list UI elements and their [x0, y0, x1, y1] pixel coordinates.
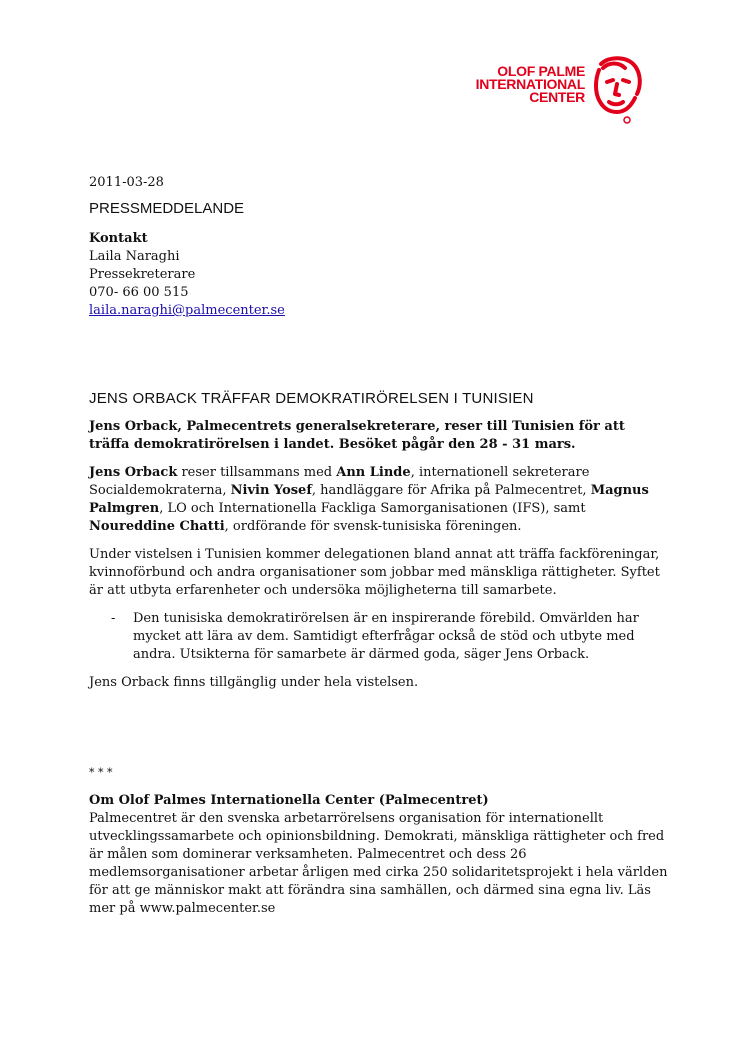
contact-name: Laila Naraghi	[89, 249, 180, 264]
contact-label: Kontakt	[89, 231, 148, 246]
headline: JENS ORBACK TRÄFFAR DEMOKRATIRÖRELSEN I TUNISIEN	[89, 390, 534, 407]
participants-paragraph	[89, 464, 669, 536]
contact-email-link[interactable]: laila.naraghi@palmecenter.se	[89, 303, 285, 318]
olof-palme-logo	[463, 54, 643, 130]
lead-paragraph: Jens Orback, Palmecentrets generalsekreterare, reser till Tunisien för att träffa demokratirörelsen i landet. Besöket pågår den 28 - 31 mars.	[89, 419, 625, 452]
document-type: PRESSMEDDELANDE	[89, 200, 245, 217]
logo-wordmark	[476, 65, 585, 104]
name-noureddine-chatti: Noureddine Chatti	[89, 519, 225, 534]
contact-role: Pressekreterare	[89, 267, 196, 282]
para1-text-3: , handläggare för Afrika på Palmecentret,	[311, 483, 591, 498]
contact-phone: 070- 66 00 515	[89, 285, 189, 300]
name-jens-orback: Jens Orback	[89, 465, 178, 480]
name-ann-linde: Ann Linde	[336, 465, 411, 480]
about-text: Palmecentret är den svenska arbetarrörelsens organisation för internationellt utvecklingssamarbete och opinionsbildning. Demokrati, mänskliga rättigheter och fred är målen som dominerar verksamheten. Palmecentret och dess 26 medlemsorganisationer arbetar årligen med cirka 250 solidaritetsprojekt i hela världen för att ge människor makt att förändra sina samhällen, och därmed sina egna liv. Läs mer på www.palmecenter.se	[89, 811, 668, 916]
separator: * * *	[89, 766, 113, 779]
about-title: Om Olof Palmes Internationella Center (Palmecentret)	[89, 793, 489, 808]
para1-text-4: , LO och Internationella Fackliga Samorganisationen (IFS), samt	[159, 501, 586, 516]
para1-text-5: , ordförande för svensk-tunisiska föreningen.	[224, 519, 522, 534]
quote-text: Den tunisiska demokratirörelsen är en inspirerande förebild. Omvärlden har mycket att lära av dem. Samtidigt efterfrågar också de stöd och utbyte med andra. Utsikterna för samarbete är därmed goda, säger Jens Orback.	[133, 611, 639, 662]
quote-block	[89, 610, 669, 664]
contact-block	[89, 230, 669, 320]
logo-line-2: INTERNATIONAL	[475, 76, 585, 92]
name-nivin-yosef: Nivin Yosef	[230, 483, 312, 498]
palme-portrait-icon	[587, 54, 643, 130]
logo-line-3: CENTER	[529, 89, 585, 105]
logo-line-1: OLOF PALME	[497, 63, 585, 79]
release-date: 2011-03-28	[89, 175, 164, 190]
availability-paragraph: Jens Orback finns tillgänglig under hela vistelsen.	[89, 675, 419, 690]
press-release	[89, 174, 669, 918]
visit-paragraph: Under vistelsen i Tunisien kommer delegationen bland annat att träffa fackföreningar, kvinnoförbund och andra organisationer som jobbar med mänskliga rättigheter. Syftet är att utbyta erfarenheter och undersöka möjligheterna till samarbete.	[89, 547, 660, 598]
quote-dash: -	[111, 611, 116, 626]
para1-text-2: , internationell sekreterare Socialdemokraterna,	[89, 465, 590, 498]
para1-text-1: reser tillsammans med	[177, 465, 337, 480]
name-magnus-palmgren: Magnus Palmgren	[89, 483, 649, 516]
